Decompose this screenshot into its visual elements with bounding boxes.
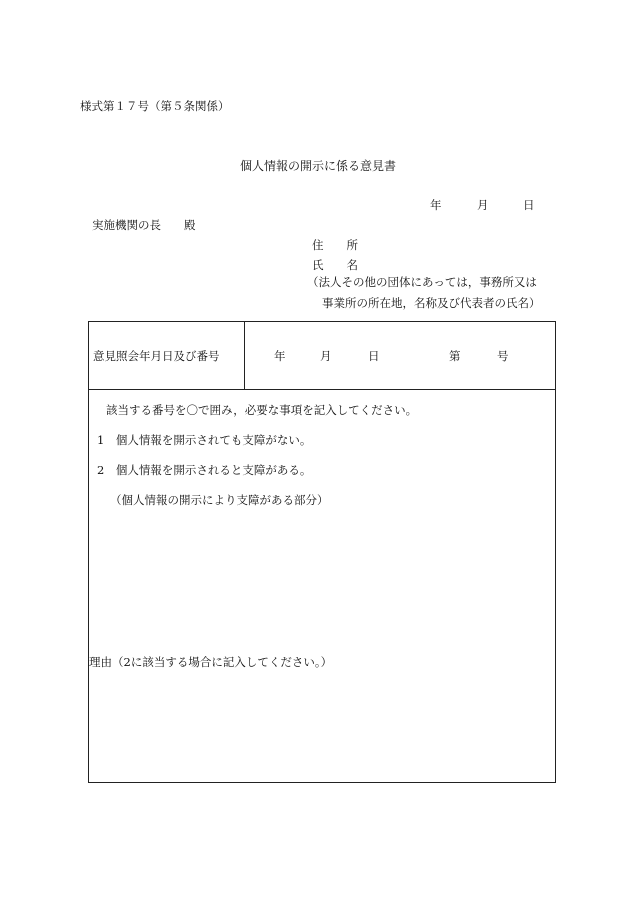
address-label: 住 所: [312, 238, 358, 252]
document-title: 個人情報の開示に係る意見書: [240, 159, 397, 173]
inquiry-label: 意見照会年月日及び番号: [93, 349, 220, 363]
option-2: 2 個人情報を開示されると支障がある。: [97, 463, 312, 477]
inquiry-month: 月: [320, 349, 332, 363]
inquiry-number-prefix: 第: [449, 349, 461, 363]
opinion-table: [88, 321, 556, 783]
name-label: 氏 名: [312, 258, 358, 272]
inquiry-year: 年: [274, 349, 286, 363]
reason-label: 理由（2に該当する場合に記入してください。）: [89, 655, 333, 669]
date-month-label: 月: [477, 198, 489, 212]
option-2-subtext: （個人情報の開示により支障がある部分）: [110, 493, 329, 507]
instruction-text: 該当する番号を〇で囲み，必要な事項を記入してください。: [106, 403, 418, 417]
inquiry-number-suffix: 号: [497, 349, 509, 363]
addressee: 実施機関の長 殿: [92, 218, 196, 232]
form-number: 様式第１７号（第５条関係）: [80, 99, 230, 113]
table-column-divider: [244, 322, 245, 389]
sender-note-line2: 事業所の所在地，名称及び代表者の氏名）: [322, 296, 541, 310]
inquiry-day: 日: [368, 349, 380, 363]
sender-note-line1: （法人その他の団体にあっては，事務所又は: [307, 275, 537, 289]
option-1: 1 個人情報を開示されても支障がない。: [97, 433, 312, 447]
date-year-label: 年: [430, 198, 442, 212]
table-row-divider: [89, 389, 555, 390]
date-day-label: 日: [523, 198, 535, 212]
